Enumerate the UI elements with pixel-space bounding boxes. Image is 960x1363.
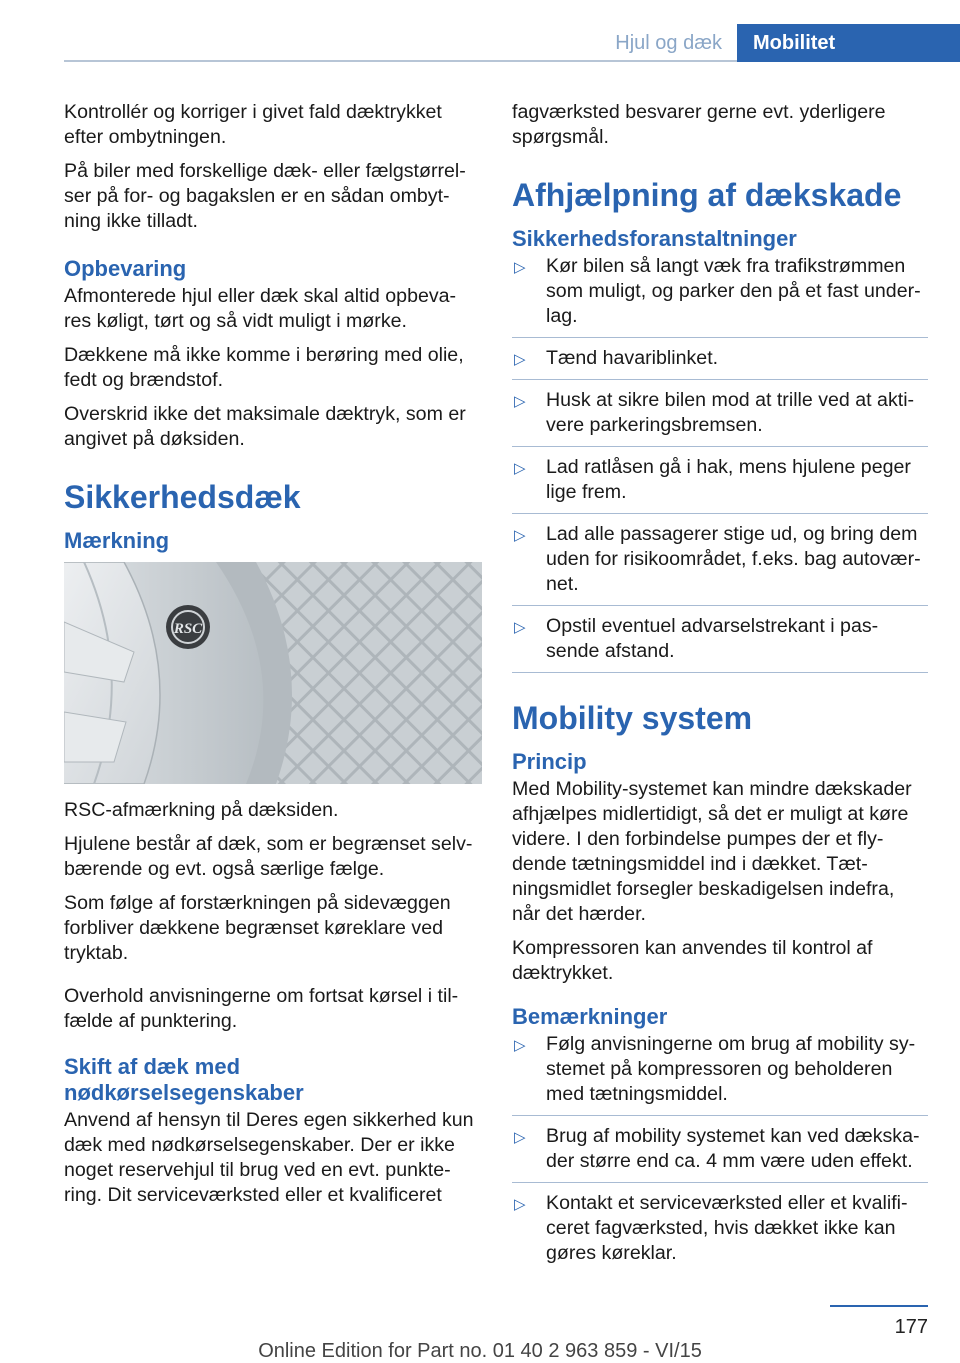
triangle-bullet-icon: ▷: [514, 1129, 526, 1146]
heading-storage: Opbevaring: [64, 256, 187, 281]
heading-marking: Mærkning: [64, 528, 170, 553]
triangle-bullet-icon: ▷: [514, 1196, 526, 1213]
paragraph: Overskrid ikke det maksimale dæktryk, som er angivet på døksiden.: [64, 403, 466, 450]
list-item: ▷ Lad alle passagerer stige ud, og bring dem uden for risikoområdet, f.eks. bag autovær‐net.: [512, 522, 928, 606]
page-number: 177: [894, 1316, 928, 1338]
list-item: ▷ Følg anvisningerne om brug af mobility sy‐stemet på kompressoren og beholderen med tætningsmiddel.: [512, 1032, 928, 1116]
paragraph: fagværksted besvarer gerne evt. yderligere spørgsmål.: [512, 101, 886, 148]
paragraph: Kontrollér og korriger i givet fald dæktrykket efter ombytningen.: [64, 101, 442, 148]
triangle-bullet-icon: ▷: [514, 259, 526, 276]
left-column: [64, 100, 482, 1217]
paragraph: Som følge af forstærkningen på sidevæggen forbliver dækkene begrænset køreklare ved tryktab.: [64, 892, 451, 964]
paragraph: På biler med forskellige dæk- eller fælgstørrel‐ser på for- og bagakslen er en sådan ombyt‐ning ikke tilladt.: [64, 160, 466, 232]
list-item: ▷ Kør bilen så langt væk fra trafikstrømmen som muligt, og parker den på et fast under‐lag.: [512, 254, 928, 338]
notes-list: [512, 1032, 928, 1274]
footer-edition: Online Edition for Part no. 01 40 2 963 859 - VI/15: [258, 1340, 702, 1362]
figure-caption: RSC-afmærkning på dæksiden.: [64, 799, 339, 821]
paragraph: Anvend af hensyn til Deres egen sikkerhed kun dæk med nødkørselsegenskaber. Der er ikke noget reservehjul til brug ved en evt. punkte‐ring. Dit serviceværksted eller et kvalificeret: [64, 1109, 474, 1206]
list-item: ▷ Brug af mobility systemet kan ved dækska‐der større end ca. 4 mm være uden effekt.: [512, 1124, 928, 1183]
list-item: ▷ Husk at sikre bilen mod at trille ved at akti‐vere parkeringsbremsen.: [512, 388, 928, 447]
paragraph: Afmonterede hjul eller dæk skal altid opbeva‐res køligt, tørt og så vidt muligt i mørke.: [64, 285, 457, 332]
triangle-bullet-icon: ▷: [514, 1037, 526, 1054]
heading-safety-measures: Sikkerhedsforanstaltninger: [512, 226, 797, 251]
heading-tire-change: Skift af dæk med nødkørselsegenskaber: [64, 1054, 304, 1105]
paragraph: Kompressoren kan anvendes til kontrol af dæktrykket.: [512, 937, 873, 984]
heading-tire-repair: Afhjælpning af dækskade: [512, 177, 902, 213]
paragraph: Overhold anvisningerne om fortsat kørsel i til‐fælde af punktering.: [64, 985, 459, 1032]
heading-notes: Bemærkninger: [512, 1004, 668, 1029]
triangle-bullet-icon: ▷: [514, 527, 526, 544]
heading-safety-tires: Sikkerhedsdæk: [64, 479, 301, 515]
triangle-bullet-icon: ▷: [514, 393, 526, 410]
list-item: ▷ Opstil eventuel advarselstrekant i pas‐sende afstand.: [512, 614, 928, 673]
paragraph: Hjulene består af dæk, som er begrænset selv‐bærende og evt. også særlige fælge.: [64, 833, 473, 880]
measures-list: [512, 254, 928, 673]
list-item: ▷ Tænd havariblinket.: [512, 346, 928, 380]
triangle-bullet-icon: ▷: [514, 619, 526, 636]
paragraph: Med Mobility-systemet kan mindre dækskader afhjælpes midlertidigt, så det er muligt at køre videre. I den forbindelse pumpes der et fly‐dende tætningsmiddel ind i dækket. Tæt‐ningsmidlet forsegler beskadigelsen indefra, når det hærder.: [512, 778, 912, 925]
rsc-logo-icon: [166, 605, 210, 649]
header-chapter-tab[interactable]: Hjul og dæk: [615, 32, 722, 54]
triangle-bullet-icon: ▷: [514, 351, 526, 368]
paragraph: Dækkene må ikke komme i berøring med olie, fedt og brændstof.: [64, 344, 464, 391]
list-item: ▷ Lad ratlåsen gå i hak, mens hjulene peger lige frem.: [512, 455, 928, 514]
svg-text:RSC: RSC: [173, 621, 203, 637]
tire-rsc-figure: [64, 562, 482, 784]
heading-mobility-system: Mobility system: [512, 700, 753, 736]
list-item: ▷ Kontakt et serviceværksted eller et kvalifi‐ceret fagværksted, hvis dækket ikke kan gøres køreklar.: [514, 1192, 908, 1264]
right-column: [512, 100, 928, 1282]
footer-rule: [830, 1305, 928, 1307]
header-section-tab[interactable]: Mobilitet: [737, 24, 960, 62]
heading-principle: Princip: [512, 749, 587, 774]
triangle-bullet-icon: ▷: [514, 460, 526, 477]
